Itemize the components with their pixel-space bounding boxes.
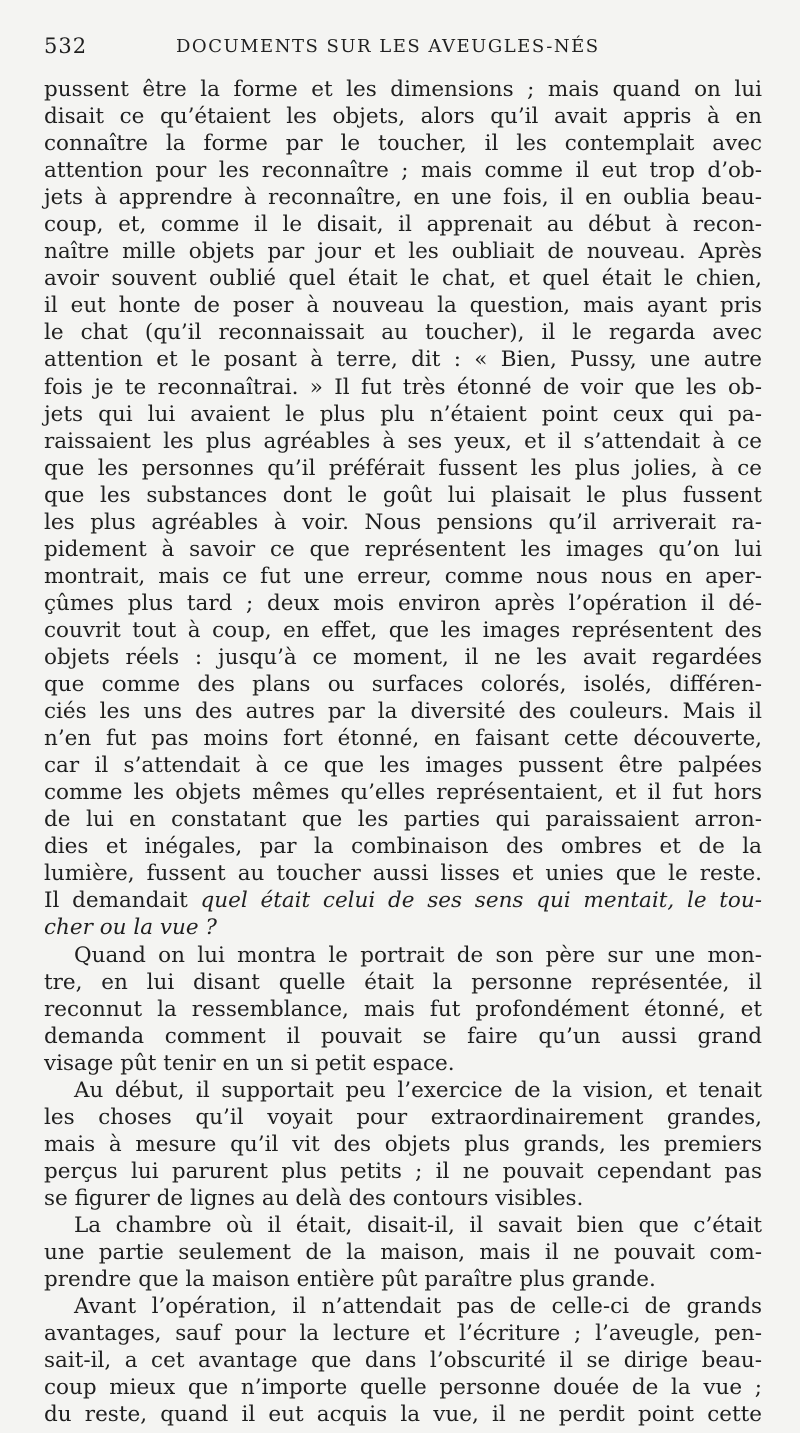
text-line bbox=[44, 1320, 762, 1347]
text-line bbox=[44, 698, 762, 725]
text-line bbox=[44, 942, 762, 969]
text-line bbox=[44, 103, 762, 130]
text-line bbox=[44, 292, 762, 319]
text-line bbox=[44, 969, 762, 996]
text-segment: naître mille objets par jour et les oubliait de nouveau. Après bbox=[44, 239, 762, 265]
text-line bbox=[44, 509, 762, 536]
text-line bbox=[44, 455, 762, 482]
text-line bbox=[44, 1401, 762, 1428]
text-segment: se figurer de lignes au delà des contours visibles. bbox=[44, 1185, 584, 1211]
text-line bbox=[44, 184, 762, 211]
text-segment: Il demandait bbox=[44, 888, 201, 914]
text-line bbox=[44, 1293, 762, 1320]
body-text bbox=[44, 76, 762, 1428]
text-segment: visage pût tenir en un si petit espace. bbox=[44, 1050, 455, 1076]
text-segment: cher ou la vue ? bbox=[44, 915, 217, 941]
text-line bbox=[44, 1185, 762, 1212]
text-segment: coup mieux que n’importe quelle personne douée de la vue ; bbox=[44, 1375, 762, 1401]
text-segment: couvrit tout à coup, en effet, que les images représentent des bbox=[44, 617, 762, 643]
text-line bbox=[44, 401, 762, 428]
text-segment: coup, et, comme il le disait, il apprenait au début à recon- bbox=[44, 212, 762, 238]
text-line bbox=[44, 833, 762, 860]
text-line bbox=[44, 996, 762, 1023]
text-line bbox=[44, 265, 762, 292]
text-line bbox=[44, 374, 762, 401]
text-segment: dies et inégales, par la combinaison des ombres et de la bbox=[44, 834, 762, 860]
text-segment: du reste, quand il eut acquis la vue, il ne perdit point cette bbox=[44, 1402, 762, 1428]
text-segment: objets réels : jusqu’à ce moment, il ne les avait regardées bbox=[44, 644, 762, 670]
text-line bbox=[44, 238, 762, 265]
text-segment: lumière, fussent au toucher aussi lisses et unies que le reste. bbox=[44, 861, 762, 887]
text-line bbox=[44, 806, 762, 833]
text-line bbox=[44, 1239, 762, 1266]
text-segment: pussent être la forme et les dimensions ; mais quand on lui bbox=[44, 77, 762, 102]
text-line bbox=[44, 590, 762, 617]
text-line bbox=[44, 1131, 762, 1158]
text-line bbox=[44, 428, 762, 455]
text-segment: Au début, il supportait peu l’exercice de la vision, et tenait bbox=[74, 1077, 762, 1103]
text-line bbox=[44, 130, 762, 157]
text-segment: le chat (qu’il reconnaissait au toucher), il le regarda avec bbox=[44, 320, 762, 346]
text-segment: prendre que la maison entière pût paraître plus grande. bbox=[44, 1267, 656, 1293]
text-line bbox=[44, 860, 762, 887]
text-segment: que comme des plans ou surfaces colorés, isolés, différen- bbox=[44, 672, 762, 698]
text-segment: demanda comment il pouvait se faire qu’un aussi grand bbox=[44, 1023, 762, 1049]
text-segment: tre, en lui disant quelle était la personne représentée, il bbox=[44, 969, 762, 995]
text-segment: La chambre où il était, disait-il, il savait bien que c’était bbox=[74, 1212, 762, 1238]
page-number: 532 bbox=[44, 34, 88, 58]
text-line bbox=[44, 1374, 762, 1401]
running-head bbox=[44, 34, 764, 64]
text-segment: car il s’attendait à ce que les images pussent être palpées bbox=[44, 753, 762, 779]
text-segment: avoir souvent oublié quel était le chat, et quel était le chien, bbox=[44, 266, 762, 292]
text-line bbox=[44, 1347, 762, 1374]
text-segment: les plus agréables à voir. Nous pensions qu’il arriverait ra- bbox=[44, 509, 762, 535]
text-segment: raissaient les plus agréables à ses yeux, et il s’attendait à ce bbox=[44, 428, 762, 454]
text-segment: fois je te reconnaîtrai. » Il fut très étonné de voir que les ob- bbox=[44, 374, 762, 400]
text-line bbox=[44, 1050, 762, 1077]
text-segment: que les personnes qu’il préférait fussent les plus jolies, à ce bbox=[44, 455, 762, 481]
text-line bbox=[44, 914, 762, 941]
text-segment: pidement à savoir ce que représentent les images qu’on lui bbox=[44, 536, 762, 562]
text-segment: comme les objets mêmes qu’elles représentaient, et il fut hors bbox=[44, 780, 762, 806]
text-line bbox=[44, 563, 762, 590]
text-segment: çûmes plus tard ; deux mois environ après l’opération il dé- bbox=[44, 590, 762, 616]
text-line bbox=[44, 1212, 762, 1239]
text-segment: de lui en constatant que les parties qui paraissaient arron- bbox=[44, 807, 762, 833]
text-line bbox=[44, 536, 762, 563]
text-line bbox=[44, 1023, 762, 1050]
text-line bbox=[44, 1077, 762, 1104]
text-segment: jets à apprendre à reconnaître, en une fois, il en oublia beau- bbox=[44, 185, 762, 211]
text-line bbox=[44, 617, 762, 644]
text-line bbox=[44, 671, 762, 698]
text-line bbox=[44, 644, 762, 671]
text-segment: les choses qu’il voyait pour extraordinairement grandes, bbox=[44, 1104, 762, 1130]
text-segment: reconnut la ressemblance, mais fut profondément étonné, et bbox=[44, 996, 762, 1022]
text-line bbox=[44, 76, 762, 103]
text-line bbox=[44, 319, 762, 346]
text-segment: que les substances dont le goût lui plaisait le plus fussent bbox=[44, 482, 762, 508]
text-segment: sait-il, a cet avantage que dans l’obscurité il se dirige beau- bbox=[44, 1348, 762, 1374]
text-segment: n’en fut pas moins fort étonné, en faisant cette découverte, bbox=[44, 726, 762, 752]
text-line bbox=[44, 887, 762, 914]
text-segment: ciés les uns des autres par la diversité des couleurs. Mais il bbox=[44, 699, 762, 725]
text-segment: avantages, sauf pour la lecture et l’écriture ; l’aveugle, pen- bbox=[44, 1321, 762, 1347]
text-segment: connaître la forme par le toucher, il les contemplait avec bbox=[44, 131, 762, 157]
running-head-title: DOCUMENTS SUR LES AVEUGLES-NÉS bbox=[176, 36, 600, 57]
text-segment: Avant l’opération, il n’attendait pas de celle-ci de grands bbox=[74, 1294, 762, 1320]
text-line bbox=[44, 1104, 762, 1131]
text-line bbox=[44, 482, 762, 509]
text-segment: quel était celui de ses sens qui mentait, le tou- bbox=[200, 888, 762, 914]
text-line bbox=[44, 779, 762, 806]
text-segment: attention pour les reconnaître ; mais comme il eut trop d’ob- bbox=[44, 158, 762, 184]
text-line bbox=[44, 725, 762, 752]
text-segment: Quand on lui montra le portrait de son père sur une mon- bbox=[74, 942, 762, 968]
text-segment: il eut honte de poser à nouveau la question, mais ayant pris bbox=[44, 293, 762, 319]
text-segment: une partie seulement de la maison, mais il ne pouvait com- bbox=[44, 1240, 762, 1266]
text-segment: mais à mesure qu’il vit des objets plus grands, les premiers bbox=[44, 1131, 762, 1157]
text-segment: perçus lui parurent plus petits ; il ne pouvait cependant pas bbox=[44, 1158, 762, 1184]
text-line bbox=[44, 1158, 762, 1185]
text-line bbox=[44, 211, 762, 238]
text-segment: attention et le posant à terre, dit : « Bien, Pussy, une autre bbox=[44, 347, 762, 373]
text-line bbox=[44, 752, 762, 779]
text-line bbox=[44, 157, 762, 184]
text-segment: disait ce qu’étaient les objets, alors qu’il avait appris à en bbox=[44, 104, 762, 130]
text-segment: montrait, mais ce fut une erreur, comme nous nous en aper- bbox=[44, 563, 762, 589]
text-line bbox=[44, 1266, 762, 1293]
text-line bbox=[44, 346, 762, 373]
text-segment: jets qui lui avaient le plus plu n’étaient point ceux qui pa- bbox=[44, 401, 762, 427]
